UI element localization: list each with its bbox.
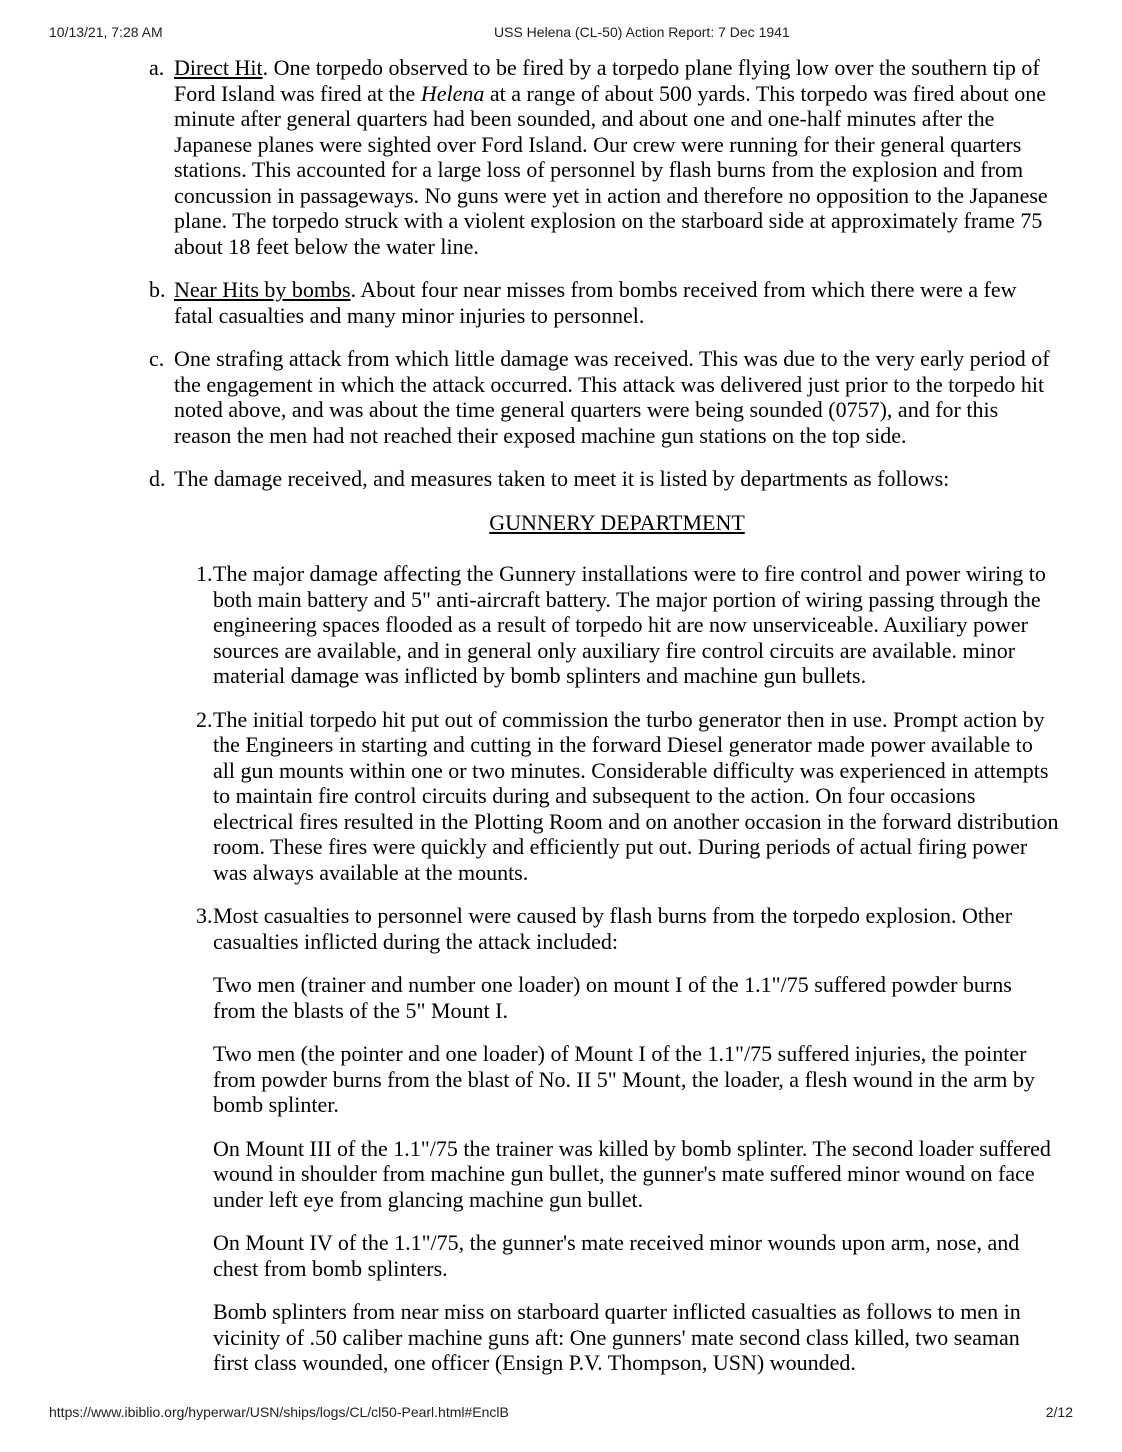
item-a-underlined-lead: Direct Hit [174,55,263,80]
item-a-text-2: at a range of about 500 yards. This torpedo was fired about one minute after general quarters had been sounded, and about one and one-half minutes after the Japanese planes were sighted over Ford Island. Our crew were running for their general quarters stations. This accounted for a large loss of personnel by flash burns from the explosion and from concussion in passageways. No guns were yet in action and therefore no opposition to the Japanese plane. The torpedo struck with a violent explosion on the starboard side at approximately frame 75 about 18 feet below the water line. [174,80,1048,259]
list-marker-c: c. [149,346,165,371]
list-item-d [149,466,1060,492]
item-d-text: The damage received, and measures taken to meet it is listed by departments as follows: [174,466,950,491]
casualty-paragraph-5: Bomb splinters from near miss on starboard quarter inflicted casualties as follows to men in vicinity of .50 caliber machine guns aft: One gunners' mate second class killed, two seaman first class wounded, one officer (Ensign P.V. Thompson, USN) wounded. [213,1299,1021,1375]
item-b-text: . About four near misses from bombs received from which there were a few fatal casualties and many minor injuries to personnel. [174,277,1017,328]
numbered-item-2-text: The initial torpedo hit put out of commission the turbo generator then in use. Prompt action by the Engineers in starting and cutting in the forward Diesel generator made power available to all gun mounts within one or two minutes. Considerable difficulty was experienced in attempts to maintain fire control circuits during and subsequent to the action. On four occasions electrical fires resulted in the Plotting Room and on another occasion in the forward distribution room. These fires were quickly and efficiently put out. During periods of actual firing power was always available at the mounts. [213,706,1059,885]
list-marker-b: b. [149,277,166,302]
numbered-item-1 [196,561,1060,689]
item-b-underlined-lead: Near Hits by bombs [174,277,351,302]
item-c-text: One strafing attack from which little damage was received. This was due to the very early period of the engagement in which the attack occurred. This attack was delivered just prior to the torpedo hit noted above, and was about the time general quarters were being sounded (0757), and for this reason the men had not reached their exposed machine gun stations on the top side. [174,346,1050,448]
casualty-paragraph-1: Two men (trainer and number one loader) on mount I of the 1.1"/75 suffered powder burns from the blasts of the 5" Mount I. [213,972,1012,1023]
list-item-c [149,346,1060,448]
numbered-item-2 [196,706,1060,886]
item-a-text-1: . One torpedo observed to be fired by a torpedo plane flying low over the southern tip of Ford Island was fired at the [174,55,1040,106]
list-marker-a: a. [149,55,165,80]
numbered-marker-2: 2. [196,706,213,732]
casualty-paragraph-3: On Mount III of the 1.1"/75 the trainer was killed by bomb splinter. The second loader suffered wound in shoulder from machine gun bullet, the gunner's mate suffered minor wound on face under left eye from glancing machine gun bullet. [213,1135,1051,1212]
list-item-b [149,277,1060,328]
numbered-item-3 [196,903,1060,954]
item-a-ship-name: Helena [420,80,485,106]
list-marker-d: d. [149,466,166,491]
print-footer-page-indicator: 2/12 [1045,1404,1073,1420]
casualty-paragraph-4: On Mount IV of the 1.1"/75, the gunner's mate received minor wounds upon arm, nose, and chest from bomb splinters. [213,1230,1020,1281]
section-heading-gunnery-department [174,510,1060,536]
section-heading-text: GUNNERY DEPARTMENT [489,509,745,535]
print-header-datetime: 10/13/21, 7:28 AM [49,24,163,40]
numbered-marker-3: 3. [196,903,213,928]
report-body [0,55,1122,1376]
print-footer-url: https://www.ibiblio.org/hyperwar/USN/ships/logs/CL/cl50-Pearl.html#EnclB [49,1404,509,1420]
list-item-a [149,55,1060,259]
numbered-item-3-text: Most casualties to personnel were caused by flash burns from the torpedo explosion. Other casualties inflicted during the attack included: [213,903,1013,954]
casualty-paragraph-2: Two men (the pointer and one loader) of Mount I of the 1.1"/75 suffered injuries, the pointer from powder burns from the blast of No. II 5" Mount, the loader, a flesh wound in the arm by bomb splinter. [213,1041,1035,1117]
print-header-title: USS Helena (CL-50) Action Report: 7 Dec 1941 [494,24,790,40]
print-footer [49,1404,1073,1420]
numbered-marker-1: 1. [196,561,213,586]
numbered-item-1-text: The major damage affecting the Gunnery installations were to fire control and power wiring to both main battery and 5" anti-aircraft battery. The major portion of wiring passing through the engineering spaces flooded as a result of torpedo hit are now unserviceable. Auxiliary power sources are available, and in general only auxiliary fire control circuits are available. minor material damage was inflicted by bomb splinters and machine gun bullets. [213,561,1046,688]
